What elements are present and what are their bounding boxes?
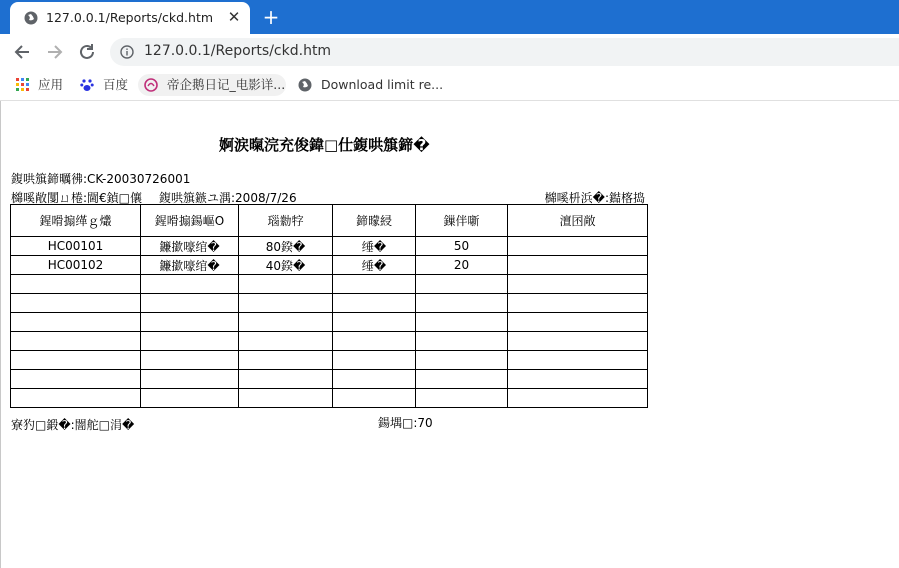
column-header: 鏁伴噺 bbox=[416, 205, 508, 237]
table-cell bbox=[333, 294, 416, 313]
bookmark-apps[interactable] bbox=[12, 74, 72, 96]
table-cell bbox=[508, 313, 648, 332]
url-text[interactable]: 127.0.0.1/Reports/ckd.htm bbox=[144, 43, 332, 59]
report-title: 婀涙暣浣充俊鍏□仕鍑哄簱鍗� bbox=[219, 136, 430, 154]
globe-icon bbox=[298, 78, 312, 92]
bookmark-penguin-diary[interactable] bbox=[138, 74, 286, 96]
table-cell bbox=[508, 389, 648, 408]
table-cell bbox=[416, 370, 508, 389]
items-table bbox=[10, 204, 648, 408]
table-cell bbox=[333, 332, 416, 351]
tab-close-button[interactable]: ✕ bbox=[227, 8, 241, 26]
table-cell bbox=[416, 389, 508, 408]
table-cell bbox=[333, 275, 416, 294]
back-arrow-icon[interactable] bbox=[11, 41, 33, 63]
bookmarks-bar bbox=[0, 70, 899, 101]
customer-field: 檰嗘敞闅ㄩ棬:閫€鍞□儴 bbox=[11, 191, 143, 205]
table-cell bbox=[416, 351, 508, 370]
bookmark-download-limit[interactable] bbox=[294, 74, 444, 96]
table-cell bbox=[11, 294, 141, 313]
browser-tab[interactable] bbox=[10, 2, 250, 34]
globe-icon bbox=[24, 11, 38, 25]
table-cell bbox=[239, 370, 333, 389]
column-header: 瑙勬牸 bbox=[239, 205, 333, 237]
table-cell: 鐮撳嚎绾� bbox=[141, 256, 239, 275]
table-cell: 40鍨� bbox=[239, 256, 333, 275]
apps-grid-icon bbox=[16, 78, 30, 92]
table-row bbox=[11, 332, 648, 351]
table-row bbox=[11, 275, 648, 294]
bookmark-site-icon bbox=[144, 78, 158, 92]
reload-icon[interactable] bbox=[76, 41, 98, 63]
column-header: 澶囨敞 bbox=[508, 205, 648, 237]
table-cell bbox=[239, 389, 333, 408]
tab-title: 127.0.0.1/Reports/ckd.htm bbox=[46, 10, 214, 25]
table-cell bbox=[141, 275, 239, 294]
order-number: 鍑哄簱鍗曞彿:CK-20030726001 bbox=[11, 172, 191, 186]
table-cell bbox=[508, 294, 648, 313]
table-cell bbox=[11, 275, 141, 294]
table-cell: HC00102 bbox=[11, 256, 141, 275]
table-cell bbox=[141, 313, 239, 332]
table-cell bbox=[239, 294, 333, 313]
table-cell bbox=[141, 332, 239, 351]
table-row bbox=[11, 351, 648, 370]
table-cell bbox=[11, 351, 141, 370]
table-row bbox=[11, 370, 648, 389]
operator-field: 檰嗘枡浜�:鐑楁捣 bbox=[544, 191, 645, 205]
table-cell bbox=[333, 370, 416, 389]
table-cell bbox=[239, 332, 333, 351]
footer-total: 鍚堣□:70 bbox=[378, 416, 433, 430]
table-row bbox=[11, 313, 648, 332]
table-cell: 50 bbox=[416, 237, 508, 256]
table-cell bbox=[11, 332, 141, 351]
table-cell bbox=[141, 389, 239, 408]
bookmark-label: 帝企鹅日记_电影详... bbox=[167, 77, 286, 92]
table-cell: 80鍨� bbox=[239, 237, 333, 256]
table-cell bbox=[333, 313, 416, 332]
table-cell bbox=[508, 256, 648, 275]
table-cell bbox=[416, 332, 508, 351]
table-cell bbox=[141, 370, 239, 389]
tab-strip bbox=[0, 0, 899, 34]
table-cell bbox=[416, 294, 508, 313]
table-row bbox=[11, 237, 648, 256]
table-cell bbox=[141, 351, 239, 370]
date-field: 鍑哄簱鏃ユ湡:2008/7/26 bbox=[159, 191, 297, 205]
table-cell bbox=[333, 389, 416, 408]
table-cell bbox=[239, 351, 333, 370]
table-cell bbox=[333, 351, 416, 370]
column-header: 鍟嗗搧鍚嶇О bbox=[141, 205, 239, 237]
table-cell: HC00101 bbox=[11, 237, 141, 256]
table-cell bbox=[508, 370, 648, 389]
column-header: 鍟嗗搧缂ｇ爜 bbox=[11, 205, 141, 237]
forward-arrow-icon[interactable] bbox=[44, 41, 66, 63]
table-cell bbox=[11, 313, 141, 332]
info-icon[interactable] bbox=[120, 45, 134, 59]
table-cell: 缍� bbox=[333, 256, 416, 275]
bookmark-baidu[interactable] bbox=[76, 74, 136, 96]
new-tab-button[interactable]: + bbox=[262, 5, 280, 29]
bookmark-label: 应用 bbox=[38, 77, 64, 92]
table-cell: 鐮撳嚎绾� bbox=[141, 237, 239, 256]
table-cell bbox=[239, 313, 333, 332]
table-cell bbox=[508, 275, 648, 294]
toolbar bbox=[0, 34, 899, 70]
table-cell bbox=[239, 275, 333, 294]
table-cell bbox=[11, 370, 141, 389]
table-cell bbox=[508, 237, 648, 256]
bookmark-label: 百度 bbox=[103, 77, 129, 92]
table-cell bbox=[508, 332, 648, 351]
table-header-row bbox=[11, 205, 648, 237]
address-bar[interactable] bbox=[110, 38, 899, 66]
baidu-paw-icon bbox=[80, 78, 94, 92]
table-cell bbox=[141, 294, 239, 313]
table-cell bbox=[508, 351, 648, 370]
table-cell bbox=[416, 313, 508, 332]
bookmark-label: Download limit re... bbox=[321, 77, 444, 92]
column-header: 鍗曚綅 bbox=[333, 205, 416, 237]
table-cell: 20 bbox=[416, 256, 508, 275]
table-cell: 缍� bbox=[333, 237, 416, 256]
report-page bbox=[0, 101, 899, 568]
table-cell bbox=[416, 275, 508, 294]
table-row bbox=[11, 256, 648, 275]
table-row bbox=[11, 389, 648, 408]
footer-signature: 寮犳□鍛�:闇舵□涓� bbox=[11, 418, 135, 432]
table-row bbox=[11, 294, 648, 313]
table-cell bbox=[11, 389, 141, 408]
